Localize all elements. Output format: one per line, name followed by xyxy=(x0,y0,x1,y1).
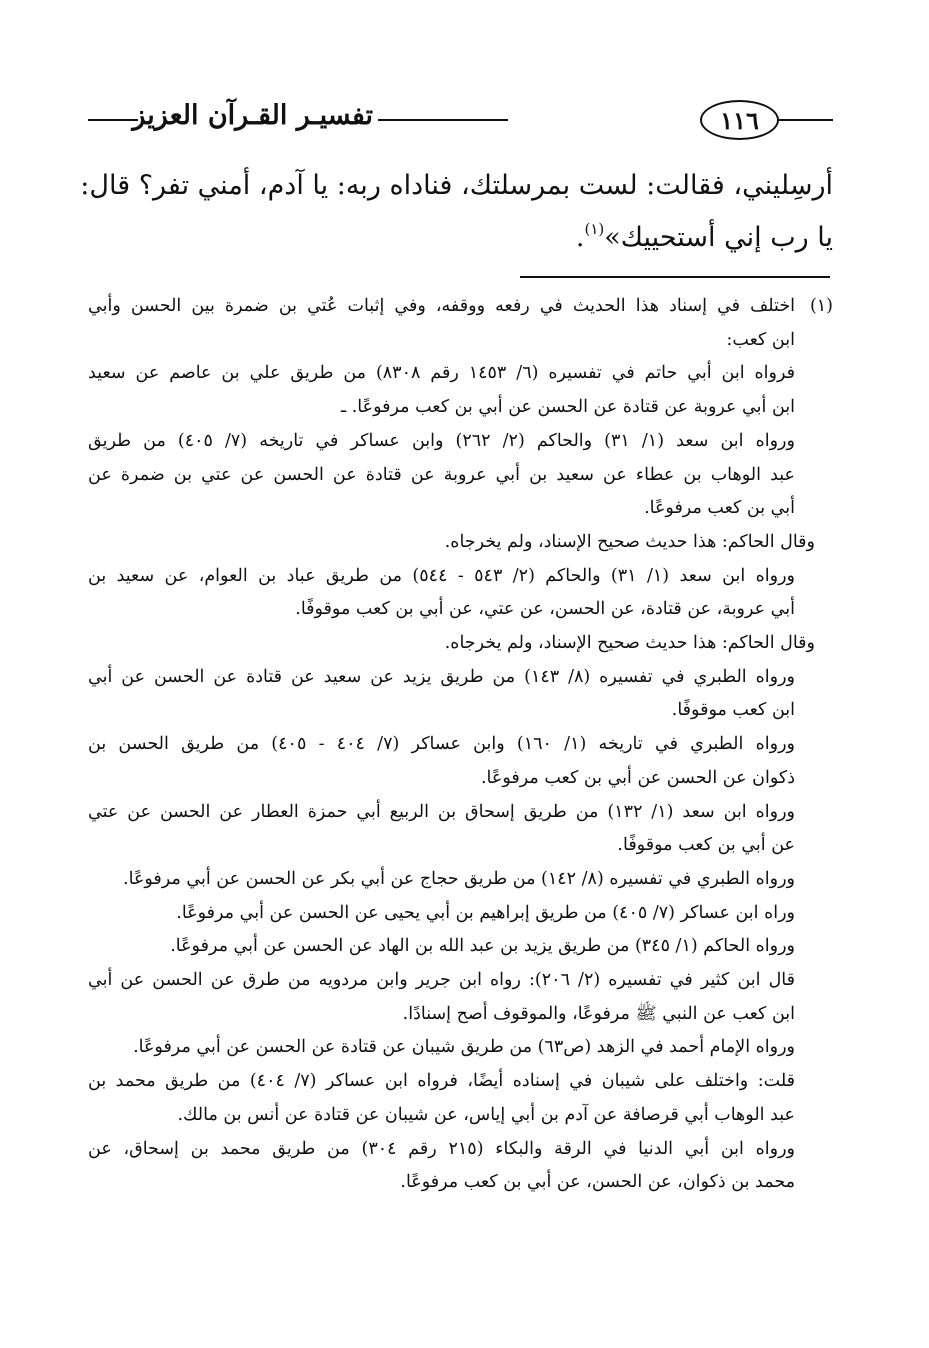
sentence-end: . xyxy=(575,222,585,253)
main-text-line: أرسِليني، فقالت: لست بمرسلتك، فناداه ربه: يا آدم، أمني تفر؟ قال: xyxy=(80,170,833,201)
footnote-separator xyxy=(520,276,830,278)
footnote-line: فرواه ابن أبي حاتم في تفسيره (٦/ ١٤٥٣ رقم ٨٣٠٨) من طريق علي بن عاصم عن سعيد xyxy=(88,363,795,384)
footnote-line: ورواه ابن سعد (١/ ١٣٢) من طريق إسحاق بن الربيع أبي حمزة العطار عن الحسن عن عتي xyxy=(88,801,795,822)
footnote-line: أبي عروبة، عن قتادة، عن الحسن، عن عتي، عن أبي بن كعب موقوفًا. xyxy=(295,599,795,620)
footnote-line: ورواه ابن سعد (١/ ٣١) والحاكم (٢/ ٢٦٢) وابن عساكر في تاريخه (٧/ ٤٠٥) من طريق xyxy=(88,430,795,451)
main-text xyxy=(80,160,833,264)
main-text-line-content: يا رب إني أستحييك» xyxy=(604,222,833,253)
footnote-line: قال ابن كثير في تفسيره (٢/ ٢٠٦): رواه ابن جرير وابن مردويه من طرق عن الحسن عن أبي xyxy=(88,970,795,991)
page-number: ١١٦ xyxy=(700,100,779,140)
footnote-marker: (١) xyxy=(809,296,833,316)
footnote-line: وقال الحاكم: هذا حديث صحيح الإسناد، ولم يخرجاه. xyxy=(444,531,815,552)
main-text-line xyxy=(88,212,833,264)
footnote-line: ابن كعب: xyxy=(726,329,795,350)
page-header xyxy=(88,96,833,144)
footnote-line: ورواه الإمام أحمد في الزهد (ص٦٣) من طريق شيبان عن قتادة عن الحسن عن أبي مرفوعًا. xyxy=(133,1037,795,1058)
footnote-line: محمد بن ذكوان، عن الحسن، عن أبي بن كعب مرفوعًا. xyxy=(400,1172,795,1193)
footnote-line: ورواه ابن سعد (١/ ٣١) والحاكم (٢/ ٥٤٣ - ٥٤٤) من طريق عباد بن العوام، عن سعيد بن xyxy=(88,565,795,586)
book-title: تفسيـر القـرآن العزيز xyxy=(132,100,373,131)
footnote-reference[interactable]: (١) xyxy=(584,220,605,238)
footnote-line: ابن كعب عن النبي ﷺ مرفوعًا، والموقوف أصح إسنادًا. xyxy=(402,1003,795,1024)
footnote-line: ورواه الحاكم (١/ ٣٤٥) من طريق يزيد بن عبد الله بن الهاد عن الحسن عن أبي مرفوعًا. xyxy=(170,936,795,957)
header-rule-left xyxy=(88,119,138,121)
footnote-line: عبد الوهاب أبي قرصافة عن آدم بن أبي إياس، عن شيبان عن قتادة عن أنس بن مالك. xyxy=(177,1104,795,1125)
footnote-line: أبي بن كعب مرفوعًا. xyxy=(644,498,795,519)
footnote-line-text: اختلف في إسناد هذا الحديث في رفعه ووقفه، وفي إثبات عُتي بن ضمرة بين الحسن وأبي xyxy=(88,296,795,316)
footnote-line: عن أبي بن كعب موقوفًا. xyxy=(617,835,795,856)
footnote-line: ورواه الطبري في تاريخه (١/ ١٦٠) وابن عساكر (٧/ ٤٠٤ - ٤٠٥) من طريق الحسن بن xyxy=(88,734,795,755)
footnote-line: وقال الحاكم: هذا حديث صحيح الإسناد، ولم يخرجاه. xyxy=(444,633,815,654)
footnote-line: عبد الوهاب بن عطاء عن سعيد بن أبي عروبة عن قتادة عن الحسن عن عتي بن ضمرة عن xyxy=(88,464,795,485)
footnote-line: ورواه ابن أبي الدنيا في الرقة والبكاء (٢١٥ رقم ٣٠٤) من طريق محمد بن إسحاق، عن xyxy=(88,1138,796,1159)
footnote-line: ذكوان عن الحسن عن أبي بن كعب مرفوعًا. xyxy=(480,767,795,788)
footnote-line: ورواه الطبري في تفسيره (٨/ ١٤٢) من طريق حجاج عن أبي بكر عن الحسن عن أبي مرفوعًا. xyxy=(123,868,795,889)
header-rule-right xyxy=(778,119,833,121)
footnote-line xyxy=(88,290,833,324)
footnote-line: ابن أبي عروبة عن قتادة عن الحسن عن أبي بن كعب مرفوعًا. ـ xyxy=(341,397,795,418)
header-rule-middle xyxy=(378,119,508,121)
footnote-line: ورواه الطبري في تفسيره (٨/ ١٤٣) من طريق يزيد عن سعيد عن قتادة عن الحسن عن أبي xyxy=(88,666,795,687)
footnote-line: قلت: واختلف على شيبان في إسناده أيضًا، فرواه ابن عساكر (٧/ ٤٠٤) من طريق محمد بن xyxy=(88,1071,795,1092)
footnote xyxy=(88,290,833,1200)
footnote-line: ابن كعب موقوفًا. xyxy=(671,700,795,721)
footnote-line: وراه ابن عساكر (٧/ ٤٠٥) من طريق إبراهيم بن أبي يحيى عن الحسن عن أبي مرفوعًا. xyxy=(176,902,795,923)
